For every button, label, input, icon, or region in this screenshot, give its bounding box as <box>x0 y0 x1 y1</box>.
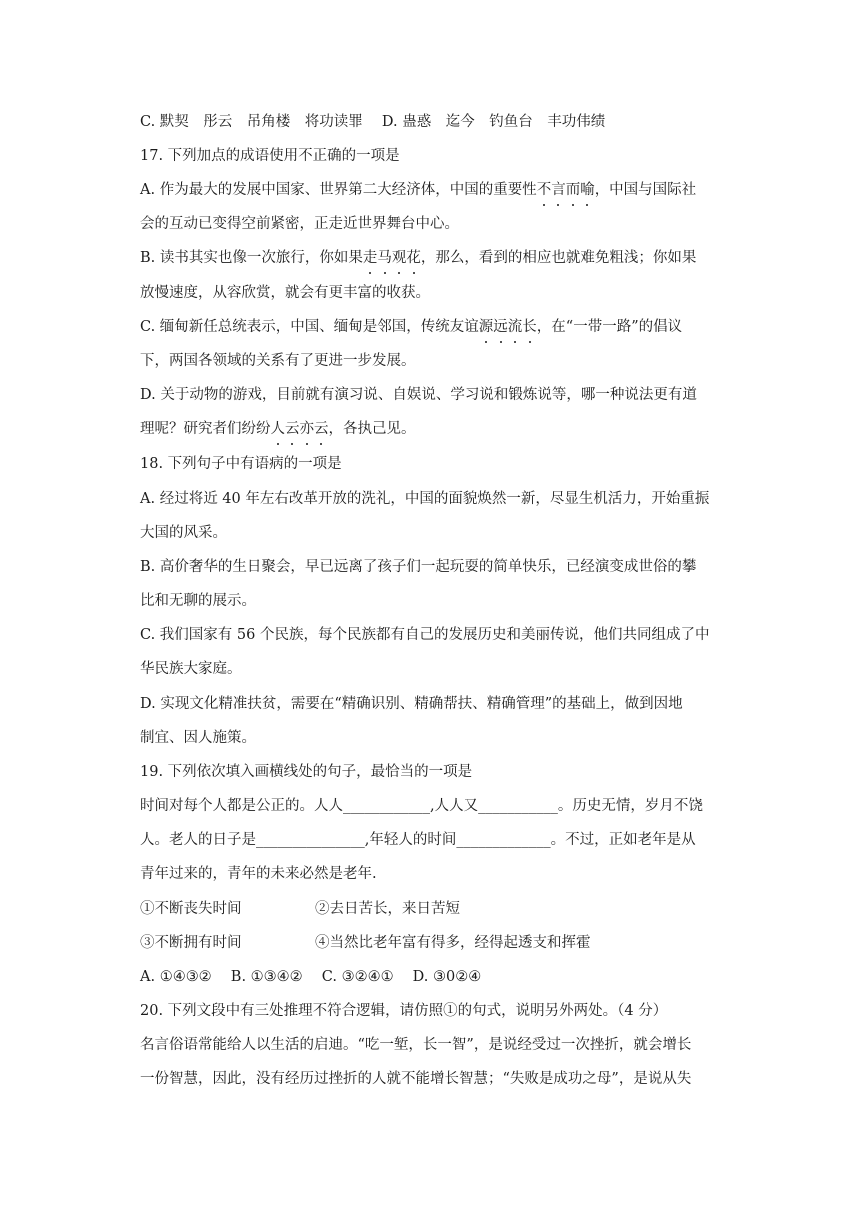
q18-option-c-cont: 华民族大家庭。 <box>140 661 242 677</box>
q16-option-c-d: C. 默契 彤云 吊角楼 将功读罪 D. 蛊惑 迄今 钓鱼台 丰功伟绩 <box>140 114 606 130</box>
q17-c-text2: ，在“一带一路”的倡议 <box>536 319 683 335</box>
q18-option-a-cont: 大国的风采。 <box>140 525 227 541</box>
q17-d-text2: ，各执己见。 <box>328 421 416 437</box>
q19-choice-1: ①不断丧失时间 <box>140 901 242 917</box>
q18-option-b-cont: 比和无聊的展示。 <box>140 593 256 609</box>
q18-stem: 18. 下列句子中有语病的一项是 <box>140 456 342 472</box>
q17-option-c-cont: 下，两国各领域的关系有了更进一步发展。 <box>140 353 416 369</box>
q17-d-text1: 理呢？研究者们纷纷 <box>140 421 271 437</box>
q18-option-a: A. 经过将近 40 年左右改革开放的洗礼，中国的面貌焕然一新，尽显生机活力，开始重振 <box>140 491 710 507</box>
q17-a-text2: ，中国与国际社 <box>594 182 697 198</box>
q19-passage-1: 时间对每个人都是公正的。人人____________,人人又___________。历史无情，岁月不饶 <box>140 798 703 814</box>
q19-choice-4: ④当然比老年富有得多，经得起透支和挥霍 <box>315 935 591 951</box>
q19-choice-2: ②去日苦长，来日苦短 <box>315 901 460 917</box>
q18-option-d: D. 实现文化精准扶贫，需要在“精确识别、精确帮扶、精确管理”的基础上，做到因地 <box>140 696 683 712</box>
q19-options: A. ①④③② B. ①③④② C. ③②④① D. ③0②④ <box>140 969 482 985</box>
q18-option-b: B. 高价奢华的生日聚会，早已远离了孩子们一起玩耍的简单快乐，已经演变成世俗的攀 <box>140 559 697 575</box>
q19-passage-3: 青年过来的，青年的未来必然是老年. <box>140 866 377 882</box>
q17-b-text2: ，那么，看到的相应也就难免粗浅；你如果 <box>420 250 697 266</box>
q17-a-text1: A. 作为最大的发展中国家、世界第二大经济体，中国的重要性 <box>140 182 537 198</box>
q17-option-b-cont: 放慢速度，从容欣赏，就会有更丰富的收获。 <box>140 285 430 301</box>
q17-option-c <box>140 317 740 337</box>
q17-option-a <box>140 180 740 200</box>
q17-option-d-cont <box>140 419 740 439</box>
q18-option-c: C. 我们国家有 56 个民族，每个民族都有自己的发展历史和美丽传说，他们共同组成了中 <box>140 627 710 643</box>
q17-option-b <box>140 248 740 268</box>
dotted-idiom-1: 不言而喻 <box>536 182 595 198</box>
q20-passage-2: 一份智慧，因此，没有经历过挫折的人就不能增长智慧；“失败是成功之母”，是说从失 <box>140 1071 692 1087</box>
q17-stem: 17. 下列加点的成语使用不正确的一项是 <box>140 148 400 164</box>
q19-stem: 19. 下列依次填入画横线处的句子，最恰当的一项是 <box>140 764 473 780</box>
q17-c-text1: C. 缅甸新任总统表示，中国、缅甸是邻国，传统友谊 <box>140 319 479 335</box>
q19-choice-3: ③不断拥有时间 <box>140 935 242 951</box>
q17-option-d: D. 关于动物的游戏，目前就有演习说、自娱说、学习说和锻炼说等，哪一种说法更有道 <box>140 387 697 403</box>
dotted-idiom-3: 源远流长 <box>478 319 537 335</box>
q17-b-text1: B. 读书其实也像一次旅行，你如果 <box>140 250 363 266</box>
dotted-idiom-2: 走马观花 <box>362 250 421 266</box>
dotted-idiom-4: 人云亦云 <box>270 421 329 437</box>
q19-passage-2: 人。老人的日子是_______________,年轻人的时间_____________。不过，正如老年是从 <box>140 832 696 848</box>
q20-passage-1: 名言俗语常能给人以生活的启迪。“吃一堑，长一智”，是说经受过一次挫折，就会增长 <box>140 1037 692 1053</box>
q18-option-d-cont: 制宜、因人施策。 <box>140 730 256 746</box>
q17-option-a-cont: 会的互动已变得空前紧密，正走近世界舞台中心。 <box>140 216 459 232</box>
q20-stem: 20. 下列文段中有三处推理不符合逻辑，请仿照①的句式，说明另外两处。（4 分） <box>140 1003 668 1019</box>
